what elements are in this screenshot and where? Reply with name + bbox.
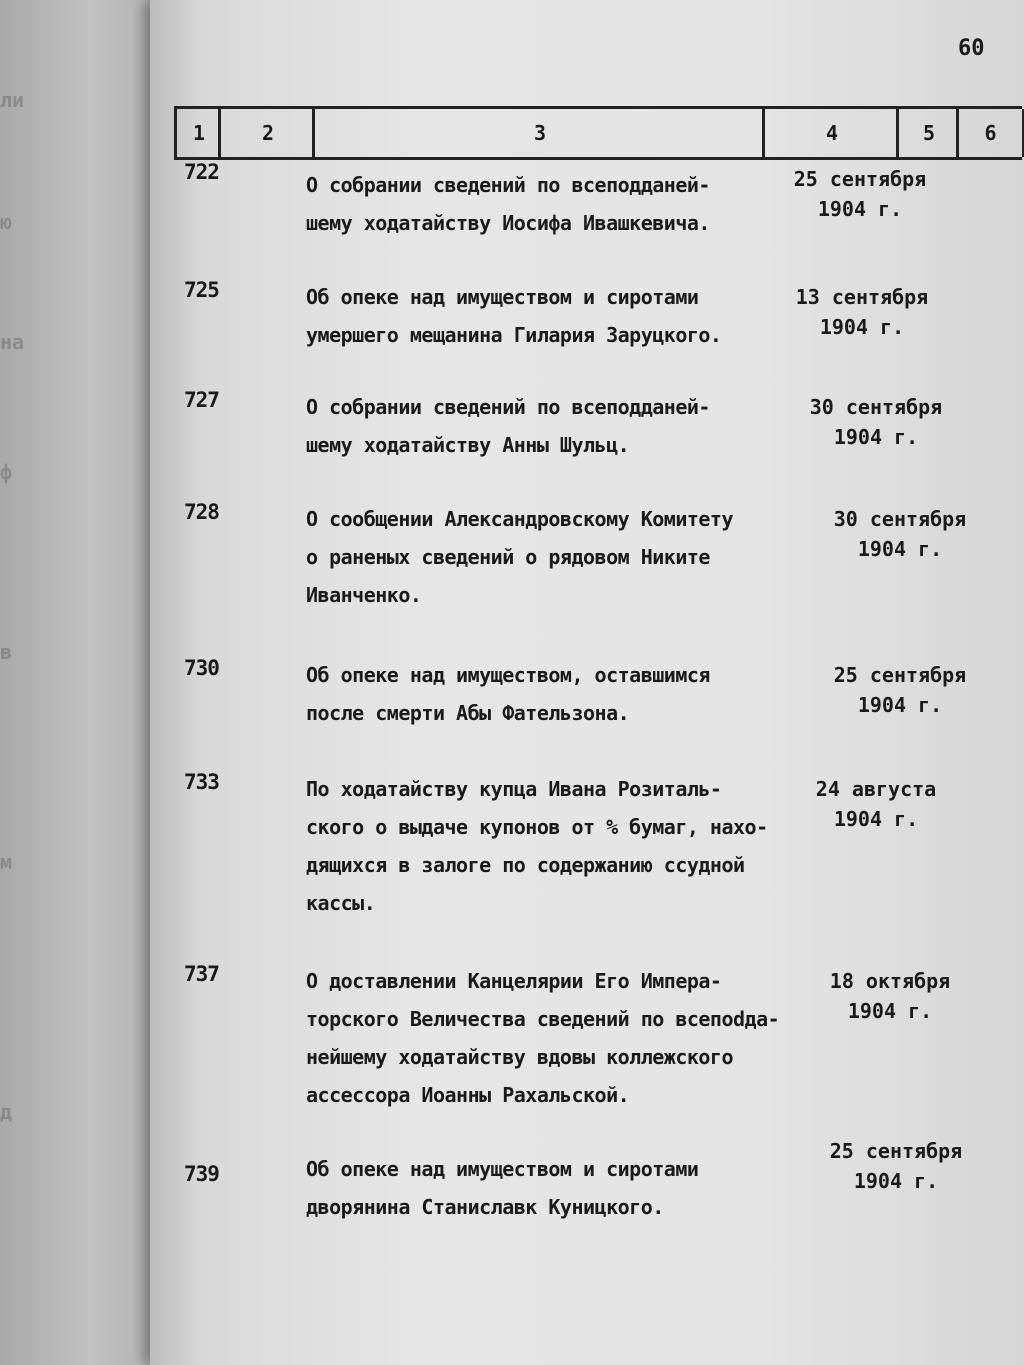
entry-title: Об опеке над имуществом и сиротами умершего мещанина Гилария Заруцкого. <box>306 285 722 347</box>
column-header-4: 4 <box>762 109 899 157</box>
entry-date: 30 сентября 1904 г. <box>809 395 943 449</box>
entry-date: 13 сентября 1904 г. <box>795 285 929 339</box>
entry-title: О доставлении Канцелярии Его Импера- торского Величества сведений по всепodда- нейшему ходатайству вдовы коллежского ассессора Иоанны Рахальской. <box>306 969 780 1107</box>
document-page <box>150 0 1024 1365</box>
ghost-text: ф <box>0 460 13 484</box>
column-header-5: 5 <box>896 109 959 157</box>
entry-title: О собрании сведений по всеподданей- шему ходатайству Анны Шульц. <box>306 395 710 457</box>
entry-date: 25 сентября 1904 г. <box>793 167 927 221</box>
entry-title: Об опеке над имуществом и сиротами дворянина Станиславк Куницкого. <box>306 1157 699 1219</box>
entry-number: 728 <box>184 500 219 524</box>
entry-title: Об опеке над имуществом, оставшимся после смерти Абы Фательзона. <box>306 663 710 725</box>
entry-date: 25 сентября 1904 г. <box>829 1139 963 1193</box>
column-header-3: 3 <box>312 109 765 157</box>
ghost-text: м <box>0 850 13 874</box>
column-header-2: 2 <box>218 109 315 157</box>
entry-date: 18 октября 1904 г. <box>829 969 951 1023</box>
ghost-text: д <box>0 1100 13 1124</box>
entry-number: 725 <box>184 278 219 302</box>
ghost-text: ли <box>0 88 25 112</box>
ghost-text: в <box>0 640 13 664</box>
ghost-text: на <box>0 330 25 354</box>
entry-number: 727 <box>184 388 219 412</box>
entry-number: 739 <box>184 1162 219 1186</box>
entry-title: О сообщении Александровскому Комитету о раненых сведений о рядовом Никите Иванченко. <box>306 507 734 607</box>
entry-number: 730 <box>184 656 219 680</box>
entry-title: По ходатайству купца Ивана Розиталь- ского о выдаче купонов от % бумаг, нахо- дящихся в залоге по содержанию ссудной кассы. <box>306 777 768 915</box>
entry-date: 25 сентября 1904 г. <box>833 663 967 717</box>
column-header-row <box>174 106 1022 160</box>
entry-number: 722 <box>184 160 219 184</box>
entry-date: 24 августа 1904 г. <box>815 777 937 831</box>
entry-number: 733 <box>184 770 219 794</box>
entry-title: О собрании сведений по всеподданей- шему ходатайству Иосифа Ивашкевича. <box>306 173 710 235</box>
ghost-text: ю <box>0 210 13 234</box>
column-header-1: 1 <box>174 109 221 157</box>
entry-date: 30 сентября 1904 г. <box>833 507 967 561</box>
entry-number: 737 <box>184 962 219 986</box>
facing-page-edge <box>0 0 150 1365</box>
column-header-6: 6 <box>956 109 1024 157</box>
page-number: 60 <box>958 36 985 61</box>
